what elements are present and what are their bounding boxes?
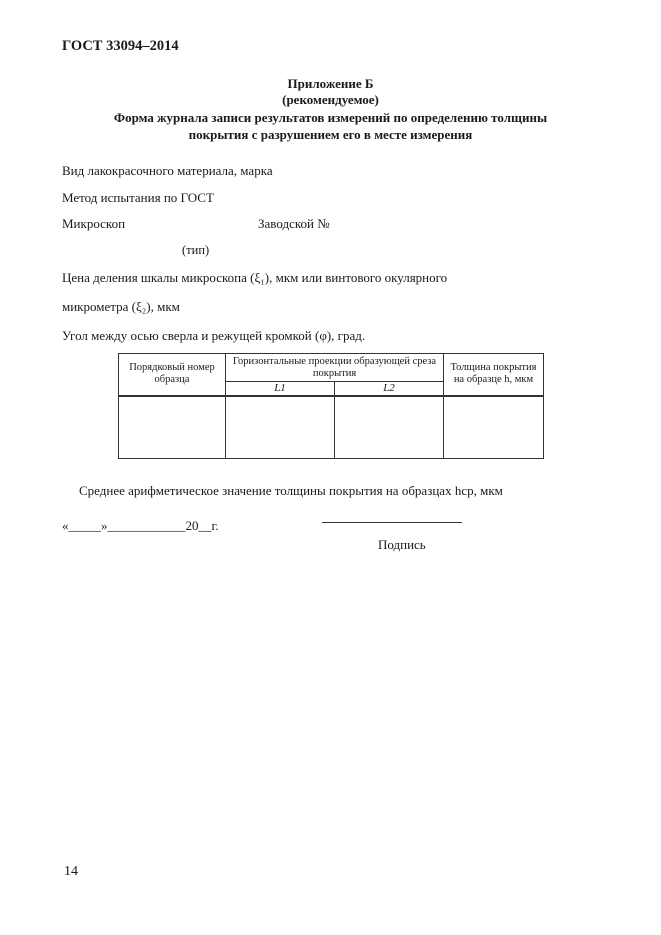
serial-number-label: Заводской №: [258, 216, 330, 231]
header-l1: L1: [226, 382, 335, 396]
microscope-field-label: Микроскоп: [62, 216, 126, 231]
header-coating-thickness: Толщина покрытия на образце h, мкм: [444, 354, 544, 396]
method-field-label: Метод испытания по ГОСТ: [62, 190, 214, 205]
header-horizontal-projections: Горизонтальные проекции образующей среза покрытия: [226, 354, 444, 382]
material-field-label: Вид лакокрасочного материала, марка: [62, 163, 273, 178]
table-cell[interactable]: [226, 396, 335, 459]
table-cell[interactable]: [119, 396, 226, 459]
scale-division-line2: микрометра (ξ₂), мкм: [62, 299, 180, 314]
page-number: 14: [64, 864, 78, 879]
table-cell[interactable]: [335, 396, 444, 459]
angle-field-label: Угол между осью сверла и режущей кромкой (φ), град.: [62, 328, 366, 343]
table-cell[interactable]: [444, 396, 544, 459]
average-thickness-label: Среднее арифметическое значение толщины покрытия на образцах hср, мкм: [79, 483, 503, 498]
appendix-status: (рекомендуемое): [282, 92, 379, 107]
signature-caption: Подпись: [378, 537, 426, 552]
form-heading-line2: покрытия с разрушением его в месте измерения: [188, 127, 473, 142]
date-field: «_____»____________20__г.: [62, 518, 219, 533]
header-sample-number: Порядковый номер образца: [119, 354, 226, 396]
signature-line: [322, 522, 462, 523]
table-row: [119, 396, 544, 459]
appendix-title: Приложение Б: [287, 76, 374, 91]
measurement-table: [118, 353, 544, 459]
header-l2: L2: [335, 382, 444, 396]
document-code: ГОСТ 33094–2014: [62, 38, 179, 54]
form-heading-line1: Форма журнала записи результатов измерений по определению толщины: [113, 110, 548, 125]
type-caption: (тип): [182, 243, 210, 257]
scale-division-line1: Цена деления шкалы микроскопа (ξ₁), мкм или винтового окулярного: [62, 270, 448, 285]
